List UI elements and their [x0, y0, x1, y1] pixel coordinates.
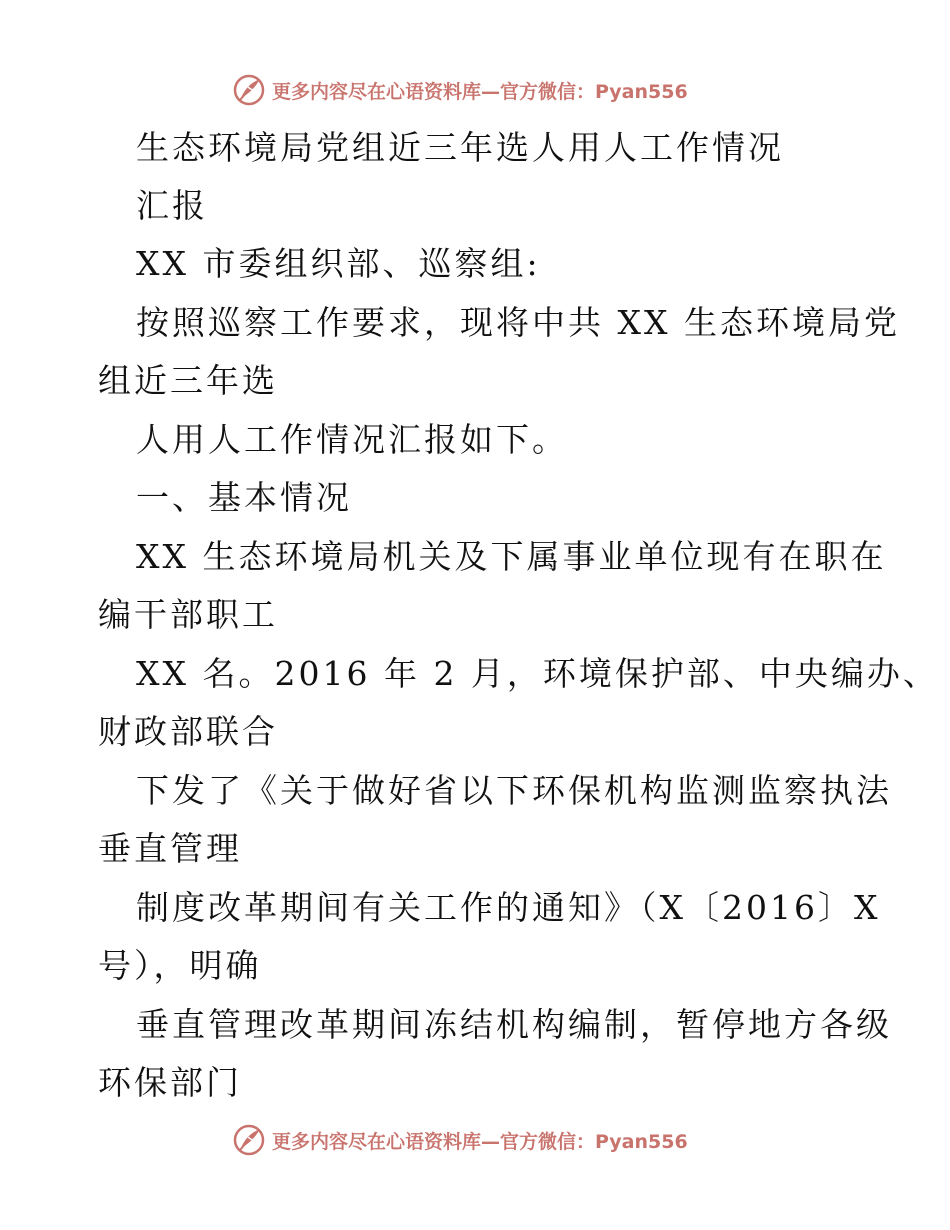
- doc-paragraph-line: 财政部联合: [98, 712, 278, 751]
- doc-paragraph-line: 制度改革期间有关工作的通知》（X〔2016〕X: [136, 888, 881, 927]
- doc-paragraph-line: XX 生态环境局机关及下属事业单位现有在职在: [136, 537, 887, 576]
- header-watermark: [232, 72, 688, 108]
- feather-pen-logo-icon: [232, 73, 266, 107]
- doc-paragraph-line: 垂直管理: [98, 829, 242, 868]
- doc-paragraph-line: 组近三年选: [98, 361, 278, 400]
- doc-paragraph-line: 人用人工作情况汇报如下。: [136, 420, 568, 459]
- doc-paragraph-line: 编干部职工: [98, 595, 278, 634]
- doc-title-line-1: 生态环境局党组近三年选人用人工作情况: [136, 128, 784, 167]
- doc-title-line-2: 汇报: [136, 186, 208, 225]
- watermark-text: 更多内容尽在心语资料库—官方微信：Pyan556: [272, 1130, 688, 1153]
- doc-paragraph-line: 垂直管理改革期间冻结机构编制，暂停地方各级: [136, 1005, 892, 1044]
- doc-paragraph-line: 下发了《关于做好省以下环保机构监测监察执法: [136, 771, 892, 810]
- doc-paragraph-line: XX 名。2016 年 2 月，环境保护部、中央编办、: [136, 654, 939, 693]
- doc-salutation: XX 市委组织部、巡察组:: [136, 244, 541, 283]
- watermark-text: 更多内容尽在心语资料库—官方微信：Pyan556: [272, 80, 688, 103]
- doc-paragraph-line: 环保部门: [98, 1063, 242, 1102]
- doc-paragraph-line: 按照巡察工作要求，现将中共 XX 生态环境局党: [136, 303, 900, 342]
- doc-paragraph-line: 号），明确: [98, 946, 262, 985]
- doc-section-heading: 一、基本情况: [136, 478, 352, 517]
- footer-watermark: [232, 1122, 688, 1158]
- feather-pen-logo-icon: [232, 1123, 266, 1157]
